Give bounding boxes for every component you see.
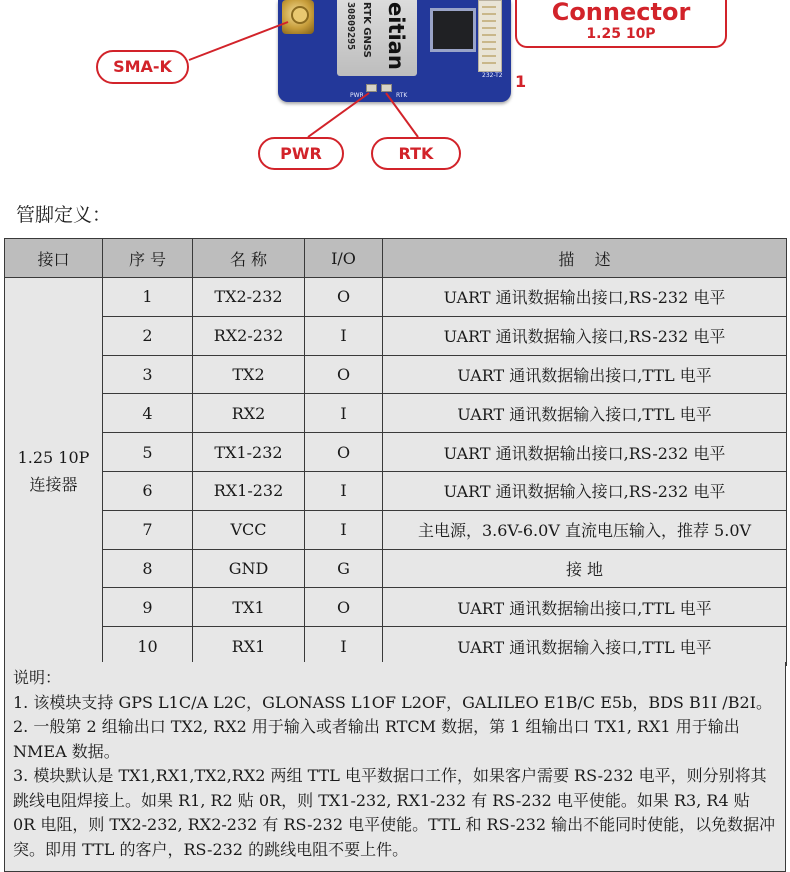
pin-description-cell: UART 通讯数据输出接口,RS-232 电平 bbox=[383, 278, 787, 317]
table-row bbox=[5, 316, 787, 355]
callout-connector bbox=[515, 0, 727, 48]
table-row bbox=[5, 433, 787, 472]
callout-connector-title: Connector bbox=[551, 0, 691, 26]
pin-name-cell: TX2 bbox=[193, 355, 305, 394]
pin-name-cell: TX1-232 bbox=[193, 433, 305, 472]
note-item: 3. 模块默认是 TX1,RX1,TX2,RX2 两组 TTL 电平数据口工作，如果客户需要 RS-232 电平，则分别将其跳线电阻焊接上。如果 R1, R2 贴 0R，则 TX1-232, RX1-232 有 RS-232 电平使能。如果 R3, R4 贴 0R 电阻，则 TX2-232, RX2-232 有 RS-232 电平使能。TTL 和 RS-232 输出不能同时使能，以免数据冲突。即用 TTL 的客户，RS-232 的跳线电阻不要上件。 bbox=[13, 766, 776, 859]
pwr-silkscreen: PWR bbox=[350, 92, 364, 99]
table-row bbox=[5, 549, 787, 588]
interface-group-sublabel: 连接器 bbox=[29, 475, 78, 495]
pin-io-cell: O bbox=[305, 588, 383, 627]
pin-io-cell: I bbox=[305, 627, 383, 666]
pin-io-cell: I bbox=[305, 316, 383, 355]
pin-io-cell: O bbox=[305, 278, 383, 317]
sma-leader-line bbox=[189, 22, 288, 60]
pin-number-cell: 2 bbox=[103, 316, 193, 355]
pin-description-cell: UART 通讯数据输入接口,RS-232 电平 bbox=[383, 471, 787, 510]
header-name: 名 称 bbox=[193, 239, 305, 278]
pin-io-cell: I bbox=[305, 510, 383, 549]
interface-group-label: 1.25 10P bbox=[17, 448, 90, 468]
pin-description-cell: UART 通讯数据输入接口,TTL 电平 bbox=[383, 394, 787, 433]
pin-name-cell: RX1 bbox=[193, 627, 305, 666]
callout-sma-k: SMA-K bbox=[96, 50, 189, 84]
table-row bbox=[5, 278, 787, 317]
pin-number-cell: 8 bbox=[103, 549, 193, 588]
note-item: 1. 该模块支持 GPS L1C/A L2C，GLONASS L1OF L2OF，GALILEO E1B/C E5b，BDS B1I /B2I。 bbox=[13, 692, 772, 712]
pin-name-cell: TX1 bbox=[193, 588, 305, 627]
pin-description-cell: UART 通讯数据输出接口,TTL 电平 bbox=[383, 588, 787, 627]
module-serial: 30809295 bbox=[345, 2, 356, 51]
pin-io-cell: I bbox=[305, 471, 383, 510]
pwr-leader-line bbox=[308, 93, 369, 137]
table-row bbox=[5, 627, 787, 666]
pin-io-cell: O bbox=[305, 433, 383, 472]
pin-io-cell: G bbox=[305, 549, 383, 588]
pin-name-cell: RX1-232 bbox=[193, 471, 305, 510]
pin-number-cell: 1 bbox=[103, 278, 193, 317]
pin-description-cell: UART 通讯数据输出接口,TTL 电平 bbox=[383, 355, 787, 394]
callout-connector-subtitle: 1.25 10P bbox=[586, 26, 656, 42]
pin-number-cell: 9 bbox=[103, 588, 193, 627]
table-row bbox=[5, 510, 787, 549]
header-interface: 接口 bbox=[5, 239, 103, 278]
pin-io-cell: I bbox=[305, 394, 383, 433]
pin-number-cell: 7 bbox=[103, 510, 193, 549]
table-body bbox=[5, 278, 787, 666]
header-number: 序 号 bbox=[103, 239, 193, 278]
notes-section bbox=[4, 662, 786, 872]
table-row bbox=[5, 588, 787, 627]
pin-name-cell: RX2-232 bbox=[193, 316, 305, 355]
pin-number-cell: 4 bbox=[103, 394, 193, 433]
rtk-silkscreen: RTK bbox=[396, 92, 408, 99]
pin-description-cell: UART 通讯数据输出接口,RS-232 电平 bbox=[383, 433, 787, 472]
rs232-silkscreen: 232-T2 bbox=[482, 72, 503, 79]
pin-description-cell: UART 通讯数据输入接口,TTL 电平 bbox=[383, 627, 787, 666]
pin-name-cell: GND bbox=[193, 549, 305, 588]
pin-name-cell: VCC bbox=[193, 510, 305, 549]
pin-number-cell: 10 bbox=[103, 627, 193, 666]
interface-group-cell bbox=[5, 278, 103, 666]
callout-rtk: RTK bbox=[371, 137, 461, 170]
table-row bbox=[5, 471, 787, 510]
table-row bbox=[5, 394, 787, 433]
rtk-leader-line bbox=[386, 93, 418, 137]
pin-description-cell: 主电源，3.6V-6.0V 直流电压输入，推荐 5.0V bbox=[383, 510, 787, 549]
module-model: RTK GNSS bbox=[361, 2, 372, 58]
table-row bbox=[5, 355, 787, 394]
pin-name-cell: TX2-232 bbox=[193, 278, 305, 317]
pin-number-cell: 5 bbox=[103, 433, 193, 472]
module-brand: eitian bbox=[384, 2, 408, 70]
pin-description-cell: UART 通讯数据输入接口,RS-232 电平 bbox=[383, 316, 787, 355]
pin-description-cell: 接 地 bbox=[383, 549, 787, 588]
pin-definition-table bbox=[4, 238, 787, 666]
product-figure bbox=[0, 0, 790, 185]
header-io: I/O bbox=[305, 239, 383, 278]
pin-number-cell: 6 bbox=[103, 471, 193, 510]
pin-one-marker: 1 bbox=[515, 72, 527, 91]
header-description: 描 述 bbox=[383, 239, 787, 278]
note-item: 2. 一般第 2 组输出口 TX2, RX2 用于输入或者输出 RTCM 数据，第 1 组输出口 TX1, RX1 用于输出 NMEA 数据。 bbox=[13, 717, 740, 761]
pin-io-cell: O bbox=[305, 355, 383, 394]
pin-name-cell: RX2 bbox=[193, 394, 305, 433]
table-header-row bbox=[5, 239, 787, 278]
pin-number-cell: 3 bbox=[103, 355, 193, 394]
notes-heading: 说明： bbox=[13, 668, 62, 687]
callout-pwr: PWR bbox=[258, 137, 344, 170]
section-title: 管脚定义： bbox=[16, 204, 112, 226]
